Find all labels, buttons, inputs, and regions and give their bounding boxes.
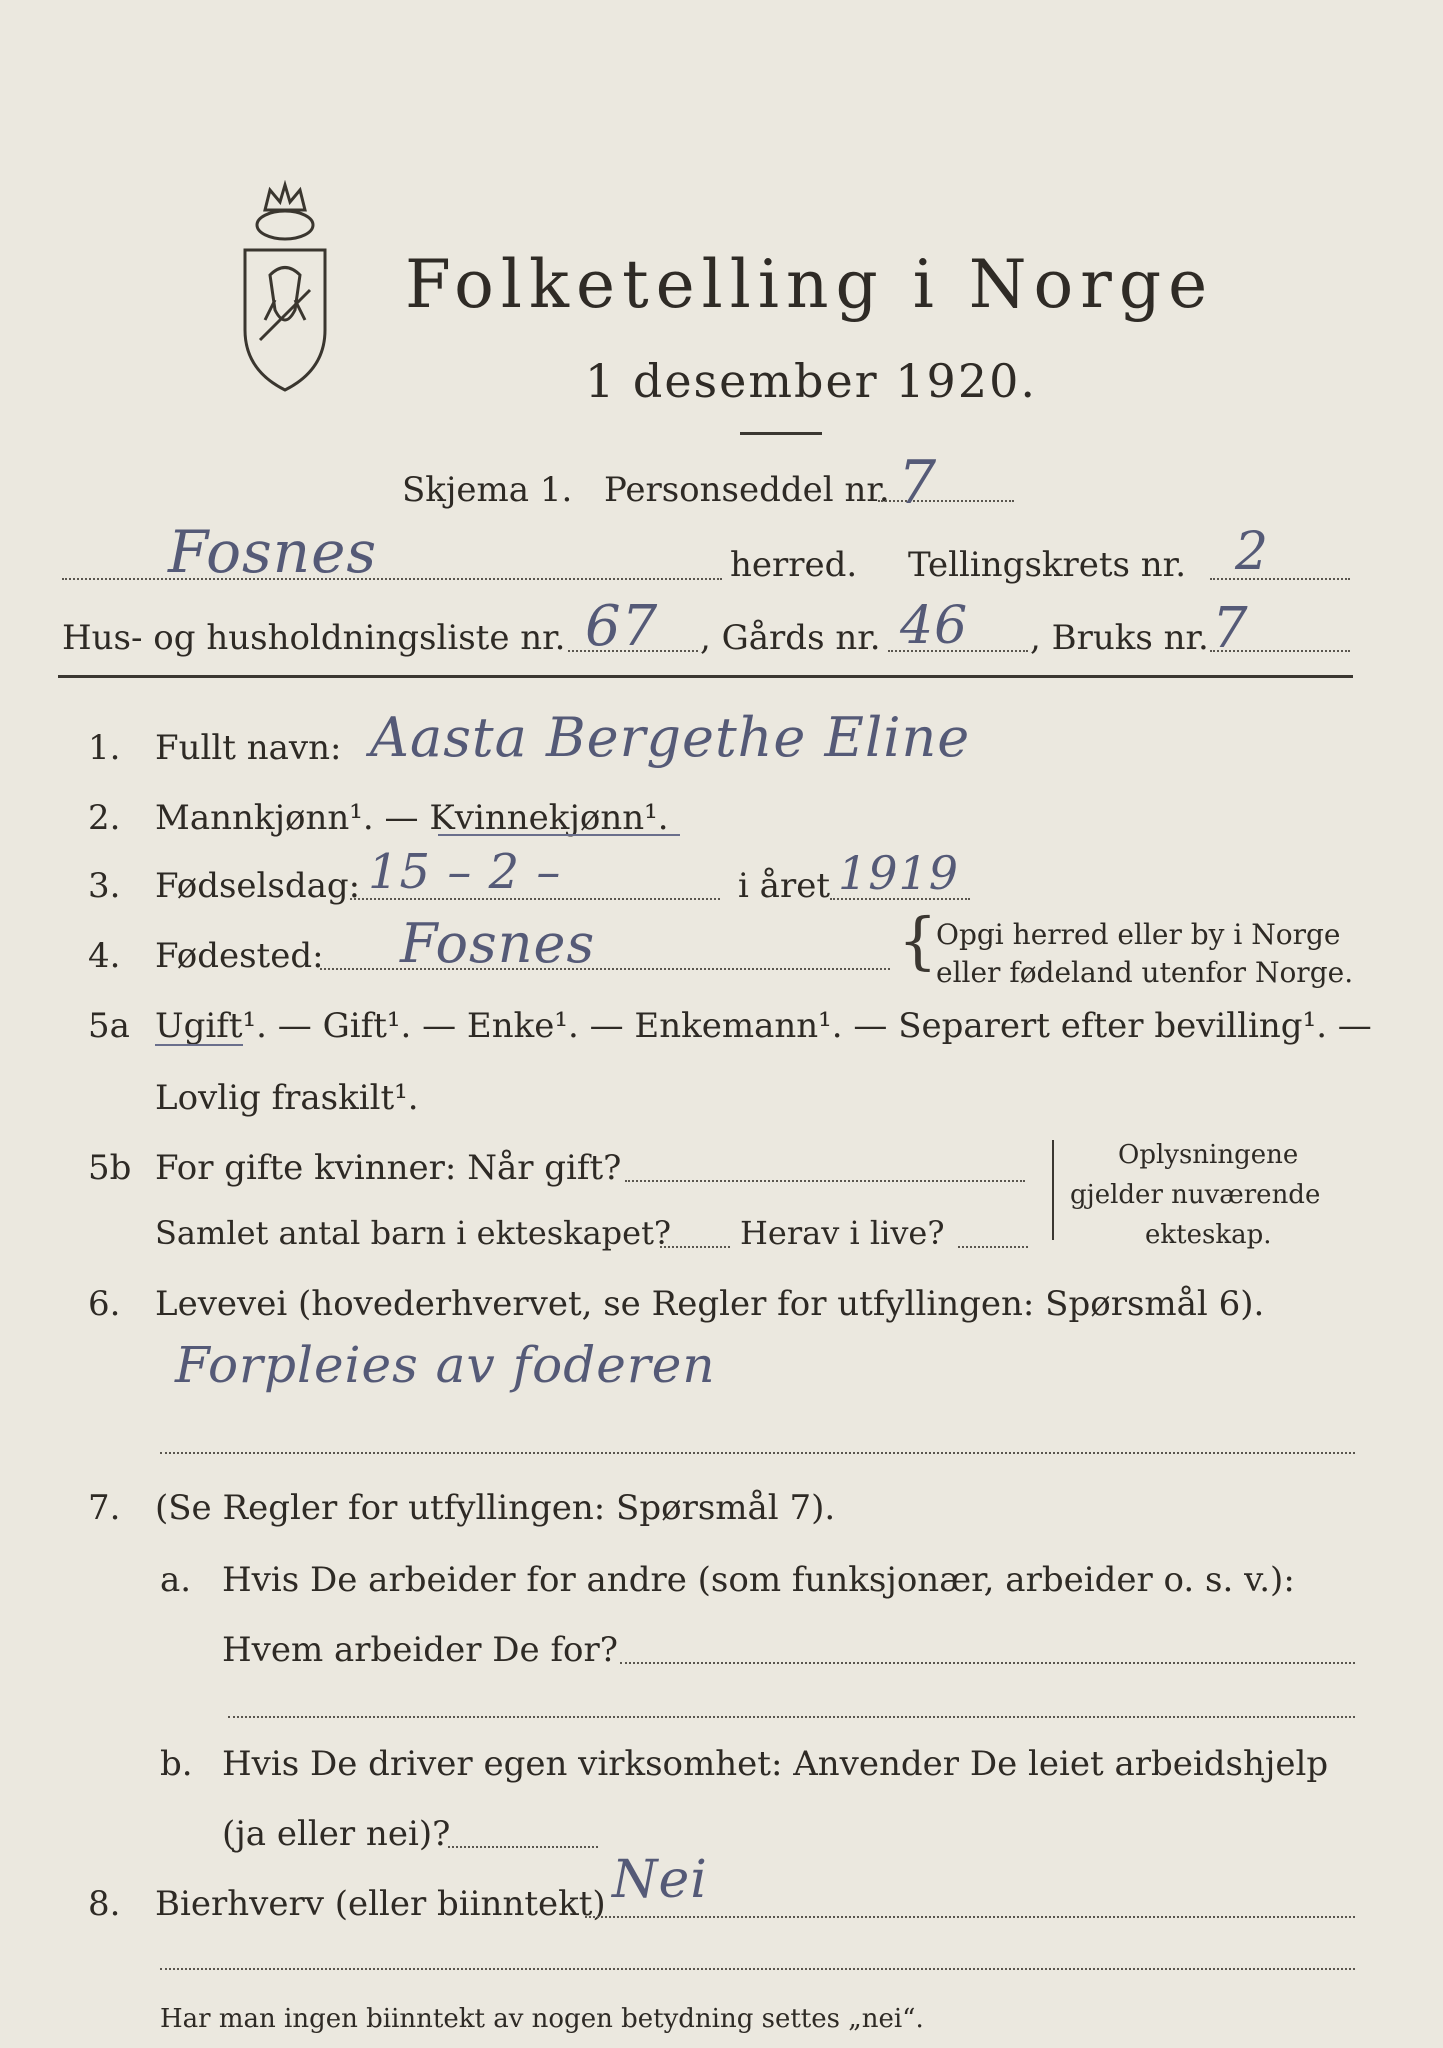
q6-number: 6. — [88, 1284, 121, 1324]
q8-number: 8. — [88, 1884, 121, 1924]
q5b-children-line — [660, 1246, 730, 1248]
q7b-yes-no-label: (ja eller nei)? — [222, 1814, 451, 1854]
q7b-yes-no-line — [448, 1846, 598, 1848]
herred-value[interactable]: Fosnes — [168, 518, 378, 586]
herred-line — [62, 578, 722, 580]
gards-value[interactable]: 46 — [900, 596, 969, 656]
q8-label: Bierhverv (eller biinntekt) — [155, 1884, 606, 1924]
q5a-ugift-underline — [155, 1044, 243, 1046]
tellingskrets-value[interactable]: 2 — [1235, 522, 1270, 582]
q5b-note-line1: Oplysningene — [1118, 1140, 1299, 1170]
q7a-question: Hvis De arbeider for andre (som funksjonær, arbeider o. s. v.): — [222, 1560, 1295, 1600]
q7a-extra-line — [228, 1716, 1355, 1718]
q4-birthplace-value[interactable]: Fosnes — [400, 912, 596, 975]
q5b-married-line — [625, 1180, 1025, 1182]
q5a-number: 5a — [88, 1006, 130, 1046]
q5b-alive-line — [958, 1246, 1028, 1248]
q5b-note-line3: ekteskap. — [1145, 1220, 1272, 1250]
q2-number: 2. — [88, 798, 121, 838]
q6-label: Levevei (hovederhvervet, se Regler for utfyllingen: Spørsmål 6). — [155, 1284, 1265, 1324]
schema-label: Skjema 1. — [402, 470, 573, 510]
tellingskrets-label: Tellingskrets nr. — [908, 545, 1187, 585]
personseddel-value[interactable]: 7 — [898, 448, 938, 518]
q4-label: Fødested: — [155, 936, 324, 976]
q7a-letter: a. — [160, 1560, 192, 1600]
coat-of-arms-icon — [225, 180, 345, 400]
q7-number: 7. — [88, 1488, 121, 1528]
q5b-note-bracket — [1052, 1140, 1054, 1240]
title-divider — [740, 432, 822, 435]
q7-label: (Se Regler for utfyllingen: Spørsmål 7). — [155, 1488, 836, 1528]
q4-note-line2: eller fødeland utenfor Norge. — [936, 956, 1354, 989]
q1-full-name-value[interactable]: Aasta Bergethe Eline — [370, 706, 971, 769]
hus-value[interactable]: 67 — [585, 594, 659, 659]
q8-side-income-value[interactable]: Nei — [612, 1850, 708, 1910]
q5b-note-line2: gjelder nuværende — [1070, 1180, 1321, 1210]
q5b-alive-label: Herav i live? — [740, 1214, 945, 1252]
q3-birthday-value[interactable]: 15 – 2 – — [368, 844, 562, 900]
q8-line — [585, 1916, 1355, 1918]
q8-extra-line — [160, 1968, 1355, 1970]
tellingskrets-line — [1210, 578, 1350, 580]
herred-label: herred. — [730, 545, 858, 585]
bruks-value[interactable]: 7 — [1212, 596, 1249, 661]
q1-number: 1. — [88, 728, 121, 768]
q5b-married-label: For gifte kvinner: Når gift? — [155, 1148, 622, 1188]
form-title: Folketelling i Norge — [405, 246, 1215, 323]
gards-label: , Gårds nr. — [700, 618, 881, 658]
q6-extra-line — [160, 1452, 1355, 1454]
q7a-employer-line — [620, 1662, 1355, 1664]
q5a-marital-options: Ugift¹. — Gift¹. — Enke¹. — Enkemann¹. — Separert efter bevilling¹. — — [155, 1006, 1372, 1046]
q2-sex-options: Mannkjønn¹. — Kvinnekjønn¹. — [155, 798, 669, 838]
q4-note-line1: Opgi herred eller by i Norge — [936, 918, 1341, 951]
q2-kvinnekjonn-underline — [438, 834, 680, 836]
bruks-label: , Bruks nr. — [1030, 618, 1209, 658]
q1-label: Fullt navn: — [155, 728, 342, 768]
q4-number: 4. — [88, 936, 121, 976]
q3-year-label: i året — [738, 866, 830, 906]
q6-occupation-value[interactable]: Forpleies av foderen — [175, 1336, 716, 1394]
q7b-letter: b. — [160, 1744, 193, 1784]
census-date: 1 desember 1920. — [585, 354, 1037, 408]
q5a-marital-options-cont: Lovlig fraskilt¹. — [155, 1078, 419, 1118]
footer-note: Har man ingen biinntekt av nogen betydning settes „nei“. — [160, 2004, 924, 2034]
q5b-children-label: Samlet antal barn i ekteskapet? — [155, 1214, 672, 1252]
personseddel-label: Personseddel nr. — [604, 470, 890, 510]
header-divider — [58, 675, 1353, 678]
q4-note-brace: { — [898, 904, 938, 977]
q7b-question: Hvis De driver egen virksomhet: Anvender De leiet arbeidshjelp — [222, 1744, 1329, 1784]
q3-number: 3. — [88, 866, 121, 906]
q7a-employer-label: Hvem arbeider De for? — [222, 1630, 618, 1670]
hus-label: Hus- og husholdningsliste nr. — [62, 618, 566, 658]
q3-label: Fødselsdag: — [155, 866, 361, 906]
q5b-number: 5b — [88, 1148, 132, 1188]
q3-year-value[interactable]: 1919 — [838, 846, 960, 900]
